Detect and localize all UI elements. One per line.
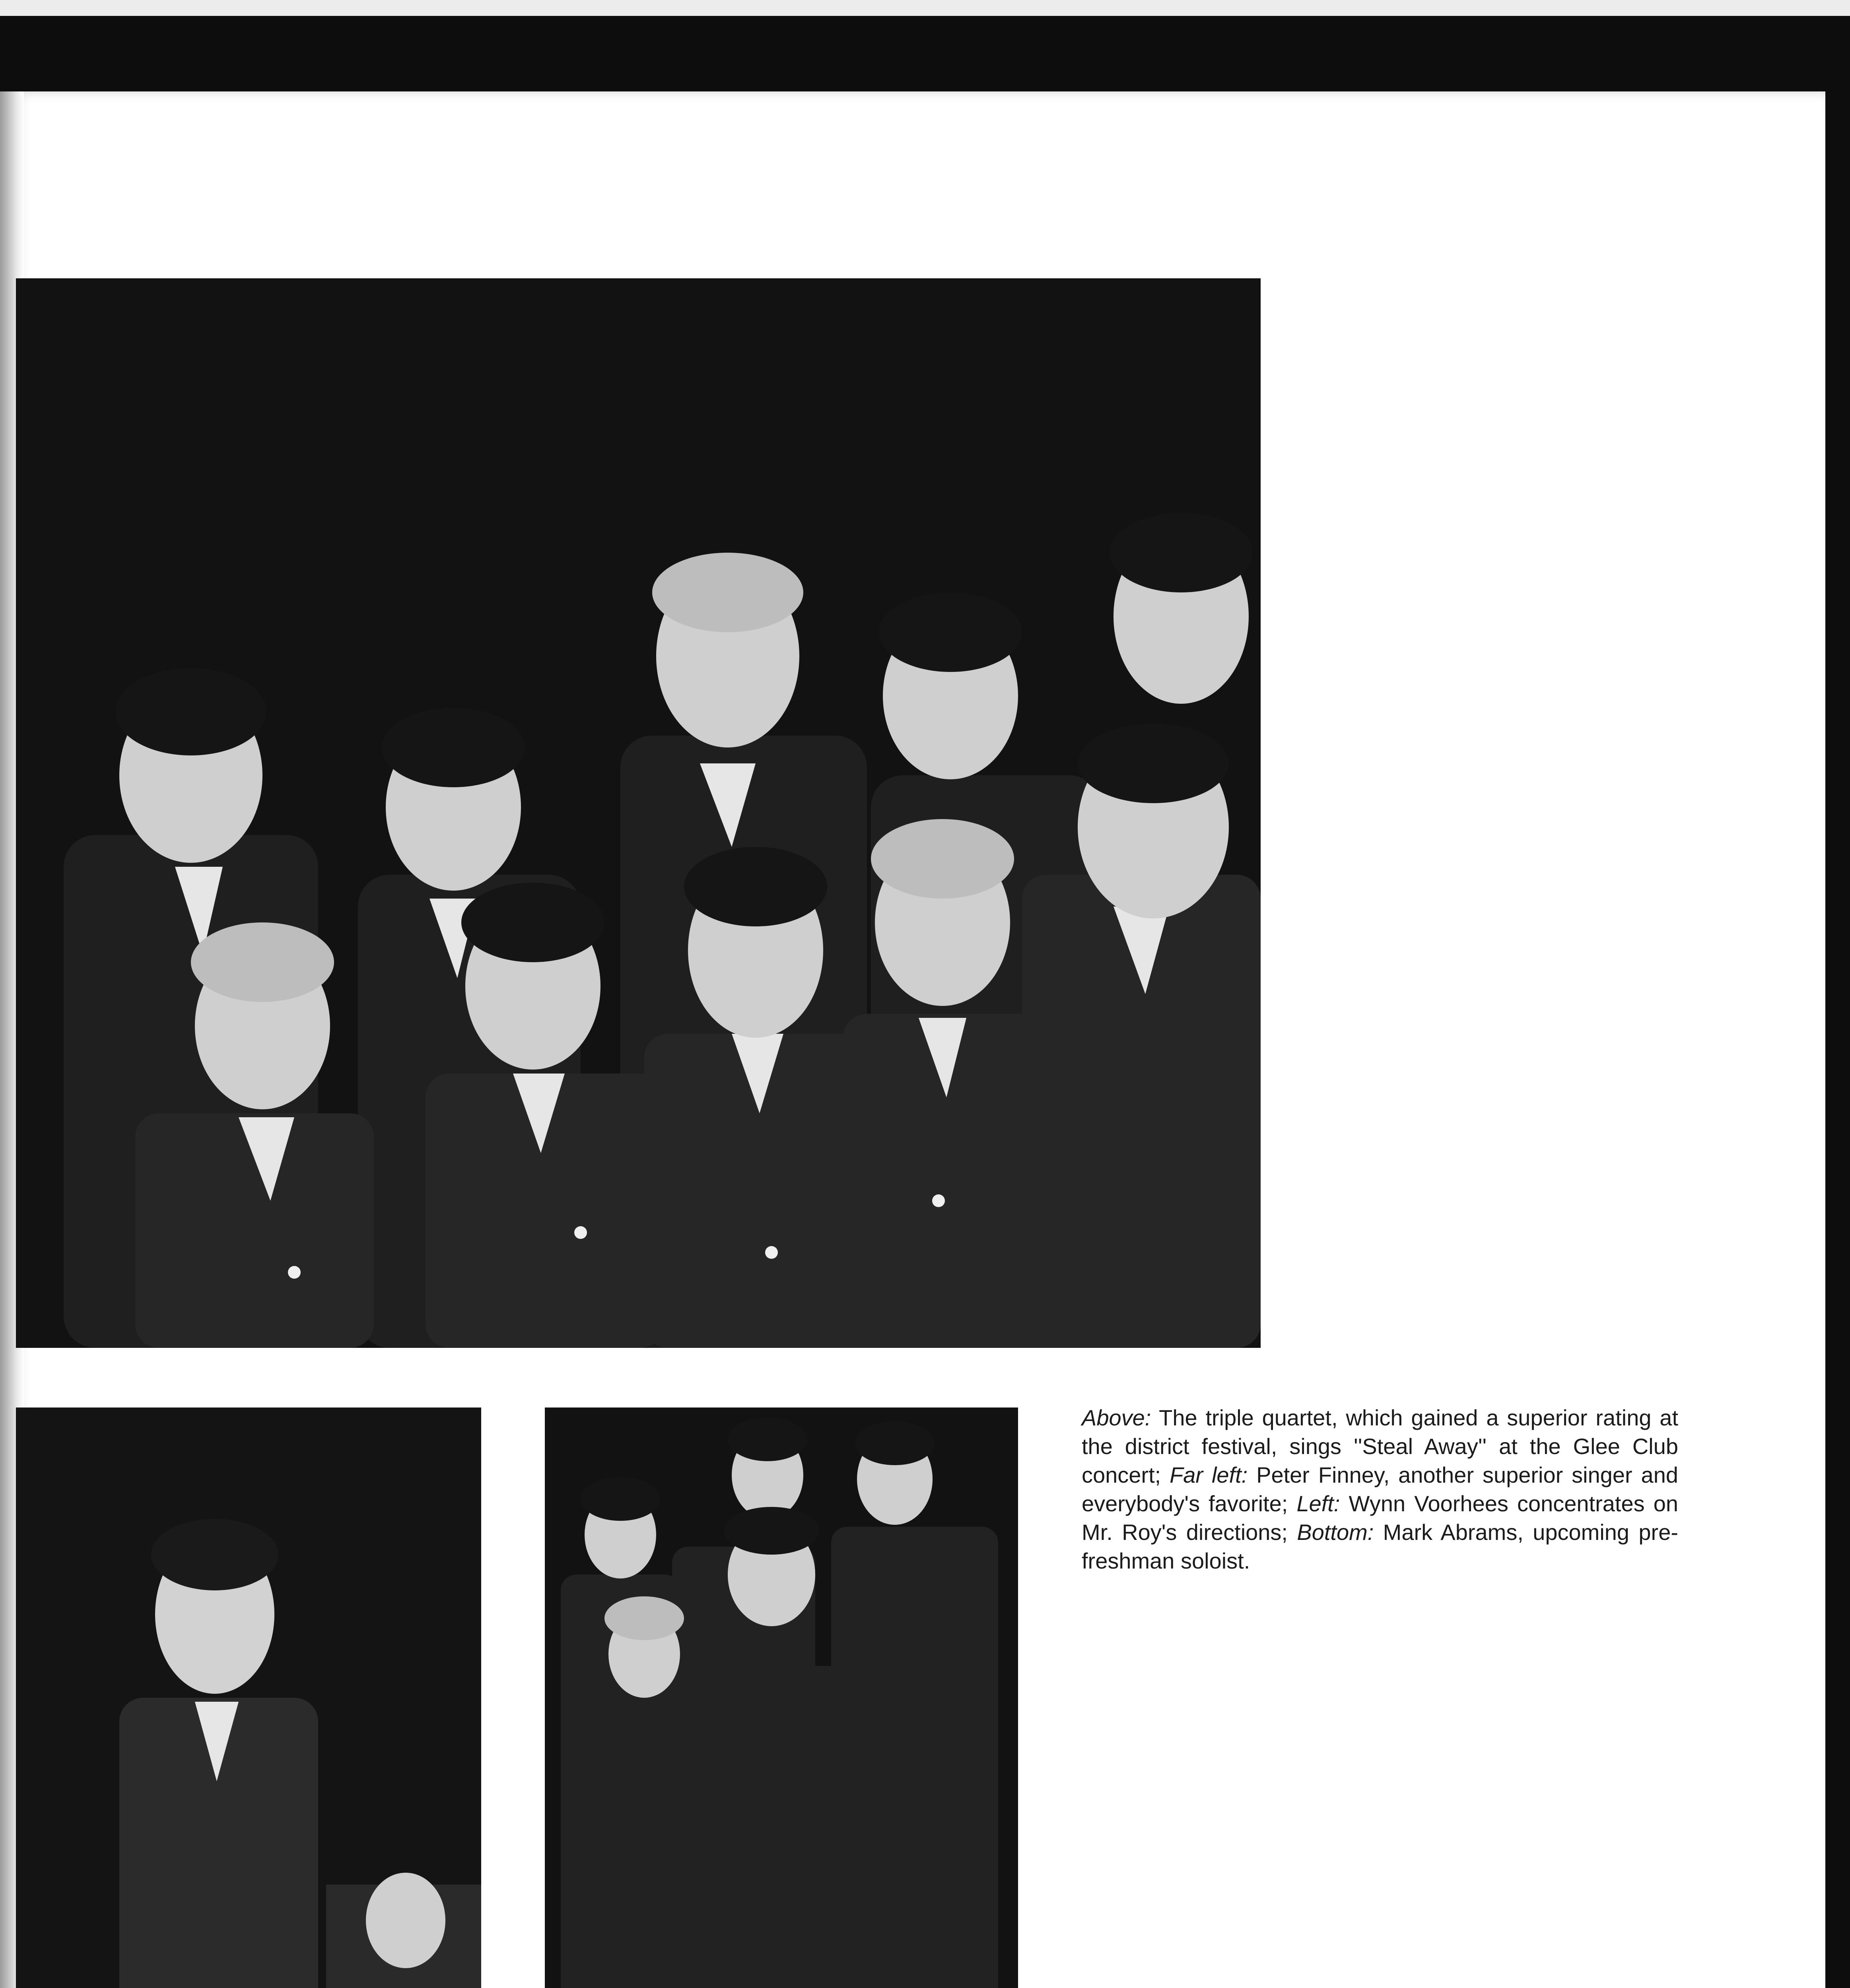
caption-label-above: Above: (1082, 1405, 1151, 1430)
caption-label-bottom: Bottom: (1297, 1520, 1374, 1545)
photo-caption (1082, 1404, 1678, 1575)
photo-soloist-standing (16, 1408, 481, 1988)
caption-text-left: Wynn Voorhees concentrates on Mr. Roy's directions; (1082, 1491, 1678, 1545)
caption-text-far-left: Peter Finney, another superior singer and everybody's favorite; (1082, 1462, 1678, 1516)
caption-text-bottom: Mark Abrams, upcoming pre-freshman soloist. (1082, 1520, 1678, 1573)
caption-label-left: Left: (1296, 1491, 1340, 1516)
caption-text-above: The triple quartet, which gained a superior rating at the district festival, sings ''Steal Away'' at the Glee Club concert; (1082, 1405, 1678, 1487)
photo-triple-quartet (16, 278, 1261, 1348)
scan-top-band (0, 0, 1850, 16)
caption-label-far-left: Far left: (1170, 1462, 1248, 1487)
photo-wynn-voorhees-group (545, 1408, 1018, 1988)
